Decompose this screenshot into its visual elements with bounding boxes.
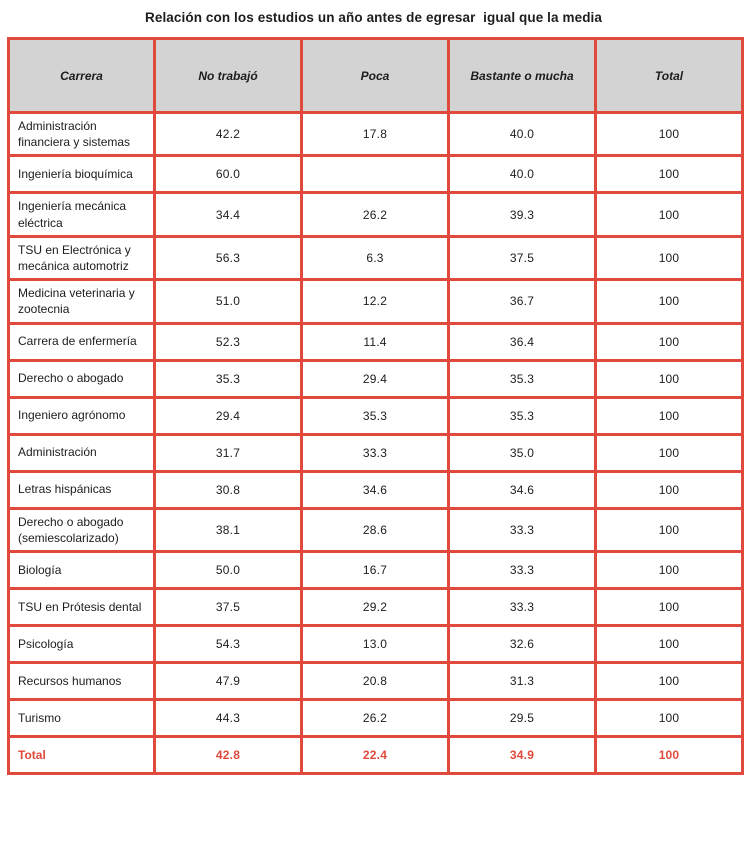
table-row [9,156,743,193]
value-cell: 100 [596,397,743,434]
value-cell: 29.4 [302,360,449,397]
value-cell: 32.6 [449,625,596,662]
value-cell: 39.3 [449,193,596,236]
value-cell: 100 [596,662,743,699]
value-cell: 35.3 [302,397,449,434]
table-header [9,39,743,113]
value-cell: 11.4 [302,323,449,360]
total-row [9,736,743,773]
table-row [9,193,743,236]
value-cell: 29.4 [155,397,302,434]
value-cell: 100 [596,434,743,471]
value-cell: 40.0 [449,113,596,156]
value-cell: 12.2 [302,280,449,323]
table-row [9,236,743,279]
value-cell: 34.6 [302,471,449,508]
value-cell: 34.6 [449,471,596,508]
table-row [9,625,743,662]
column-header-poca: Poca [302,39,449,113]
value-cell: 13.0 [302,625,449,662]
value-cell: 100 [596,508,743,551]
value-cell: 29.5 [449,699,596,736]
table-row [9,699,743,736]
header-row [9,39,743,113]
value-cell: 34.4 [155,193,302,236]
table-row [9,588,743,625]
carrera-cell: Derecho o abogado (semiescolarizado) [9,508,155,551]
value-cell: 42.8 [155,736,302,773]
column-header-total: Total [596,39,743,113]
value-cell: 100 [596,156,743,193]
table-body [9,113,743,774]
carrera-cell: Ingeniero agrónomo [9,397,155,434]
value-cell: 100 [596,699,743,736]
value-cell: 20.8 [302,662,449,699]
page-title: Relación con los estudios un año antes de egresar igual que la media [144,10,603,25]
table-row [9,113,743,156]
table-row [9,280,743,323]
table-row [9,471,743,508]
value-cell: 100 [596,471,743,508]
value-cell: 17.8 [302,113,449,156]
value-cell: 52.3 [155,323,302,360]
value-cell: 31.7 [155,434,302,471]
table-row [9,323,743,360]
value-cell: 100 [596,323,743,360]
value-cell: 100 [596,625,743,662]
value-cell: 100 [596,280,743,323]
value-cell: 38.1 [155,508,302,551]
value-cell: 56.3 [155,236,302,279]
value-cell: 36.4 [449,323,596,360]
value-cell: 36.7 [449,280,596,323]
value-cell: 44.3 [155,699,302,736]
value-cell: 100 [596,236,743,279]
value-cell: 30.8 [155,471,302,508]
value-cell: 31.3 [449,662,596,699]
value-cell: 35.3 [449,397,596,434]
value-cell: 51.0 [155,280,302,323]
value-cell: 60.0 [155,156,302,193]
value-cell: 54.3 [155,625,302,662]
table-row [9,434,743,471]
value-cell: 35.0 [449,434,596,471]
value-cell [302,156,449,193]
value-cell: 40.0 [449,156,596,193]
value-cell: 28.6 [302,508,449,551]
value-cell: 26.2 [302,699,449,736]
table-row [9,397,743,434]
value-cell: 100 [596,360,743,397]
value-cell: 33.3 [302,434,449,471]
carrera-cell: Derecho o abogado [9,360,155,397]
column-header-bastante: Bastante o mucha [449,39,596,113]
value-cell: 50.0 [155,551,302,588]
value-cell: 33.3 [449,508,596,551]
table-row [9,551,743,588]
value-cell: 16.7 [302,551,449,588]
value-cell: 33.3 [449,551,596,588]
value-cell: 35.3 [155,360,302,397]
relacion-estudios-table [7,37,744,775]
carrera-cell: Ingeniería bioquímica [9,156,155,193]
value-cell: 35.3 [449,360,596,397]
value-cell: 42.2 [155,113,302,156]
carrera-cell: Carrera de enfermería [9,323,155,360]
value-cell: 37.5 [155,588,302,625]
value-cell: 26.2 [302,193,449,236]
value-cell: 33.3 [449,588,596,625]
value-cell: 47.9 [155,662,302,699]
carrera-cell: Recursos humanos [9,662,155,699]
value-cell: 100 [596,588,743,625]
value-cell: 37.5 [449,236,596,279]
column-header-carrera: Carrera [9,39,155,113]
value-cell: 22.4 [302,736,449,773]
value-cell: 34.9 [449,736,596,773]
table-row [9,662,743,699]
carrera-cell: TSU en Prótesis dental [9,588,155,625]
carrera-cell: Total [9,736,155,773]
carrera-cell: Psicología [9,625,155,662]
value-cell: 100 [596,736,743,773]
value-cell: 100 [596,193,743,236]
carrera-cell: TSU en Electrónica y mecánica automotriz [9,236,155,279]
value-cell: 6.3 [302,236,449,279]
table-row [9,508,743,551]
table-row [9,360,743,397]
carrera-cell: Letras hispánicas [9,471,155,508]
carrera-cell: Medicina veterinaria y zootecnia [9,280,155,323]
carrera-cell: Turismo [9,699,155,736]
carrera-cell: Biología [9,551,155,588]
value-cell: 100 [596,551,743,588]
carrera-cell: Ingeniería mecánica eléctrica [9,193,155,236]
value-cell: 29.2 [302,588,449,625]
column-header-no-trabajo: No trabajó [155,39,302,113]
carrera-cell: Administración financiera y sistemas [9,113,155,156]
value-cell: 100 [596,113,743,156]
carrera-cell: Administración [9,434,155,471]
